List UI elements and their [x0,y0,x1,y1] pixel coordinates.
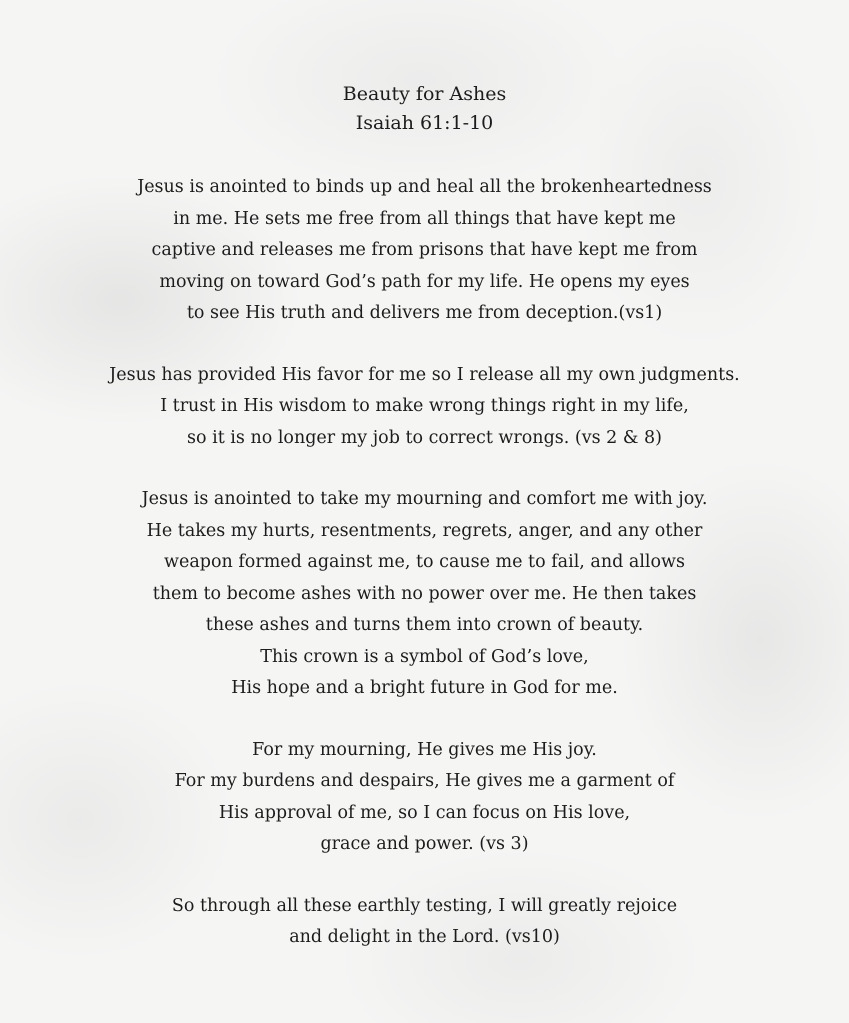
stanza-line: Jesus has provided His favor for me so I release all my own judgments. [109,364,740,385]
stanza-line: For my mourning, He gives me His joy. [252,739,597,760]
stanza-5 [0,891,849,954]
stanza-4 [0,735,849,861]
stanza-line: He takes my hurts, resentments, regrets, anger, and any other [146,520,703,541]
stanza-line: weapon formed against me, to cause me to fail, and allows [163,552,686,572]
stanza-line: captive and releases me from prisons that have kept me from [151,240,698,260]
stanza-line: So through all these earthly testing, I will greatly rejoice [171,895,678,916]
stanza-2 [0,360,849,455]
stanza-line: Jesus is anointed to take my mourning and comfort me with joy. [141,489,708,509]
stanza-line: His hope and a bright future in God for me. [231,678,618,698]
stanza-line: in me. He sets me free from all things that have kept me [173,208,676,229]
stanza-1 [0,172,849,330]
stanza-line: For my burdens and despairs, He gives me a garment of [174,771,675,791]
stanza-line: to see His truth and delivers me from deception.(vs1) [186,303,663,323]
stanza-3 [0,484,849,705]
stanza-line: them to become ashes with no power over me. He then takes [152,583,697,604]
stanza-line: moving on toward God’s path for my life. He opens my eyes [159,271,690,292]
document-title: Beauty for Ashes [342,83,507,105]
stanza-line: so it is no longer my job to correct wrongs. (vs 2 & 8) [187,427,662,448]
stanza-line: these ashes and turns them into crown of beauty. [205,615,644,635]
poem-content [0,80,849,984]
stanza-line: Jesus is anointed to binds up and heal all the brokenheartedness [137,177,712,197]
stanza-line: and delight in the Lord. (vs10) [289,927,560,947]
stanza-line: His approval of me, so I can focus on His love, [218,802,631,823]
stanza-line: This crown is a symbol of God’s love, [260,646,589,667]
stanza-line: grace and power. (vs 3) [320,834,529,854]
stanza-line: I trust in His wisdom to make wrong things right in my life, [160,396,689,416]
scripture-reference: Isaiah 61:1-10 [355,112,494,134]
